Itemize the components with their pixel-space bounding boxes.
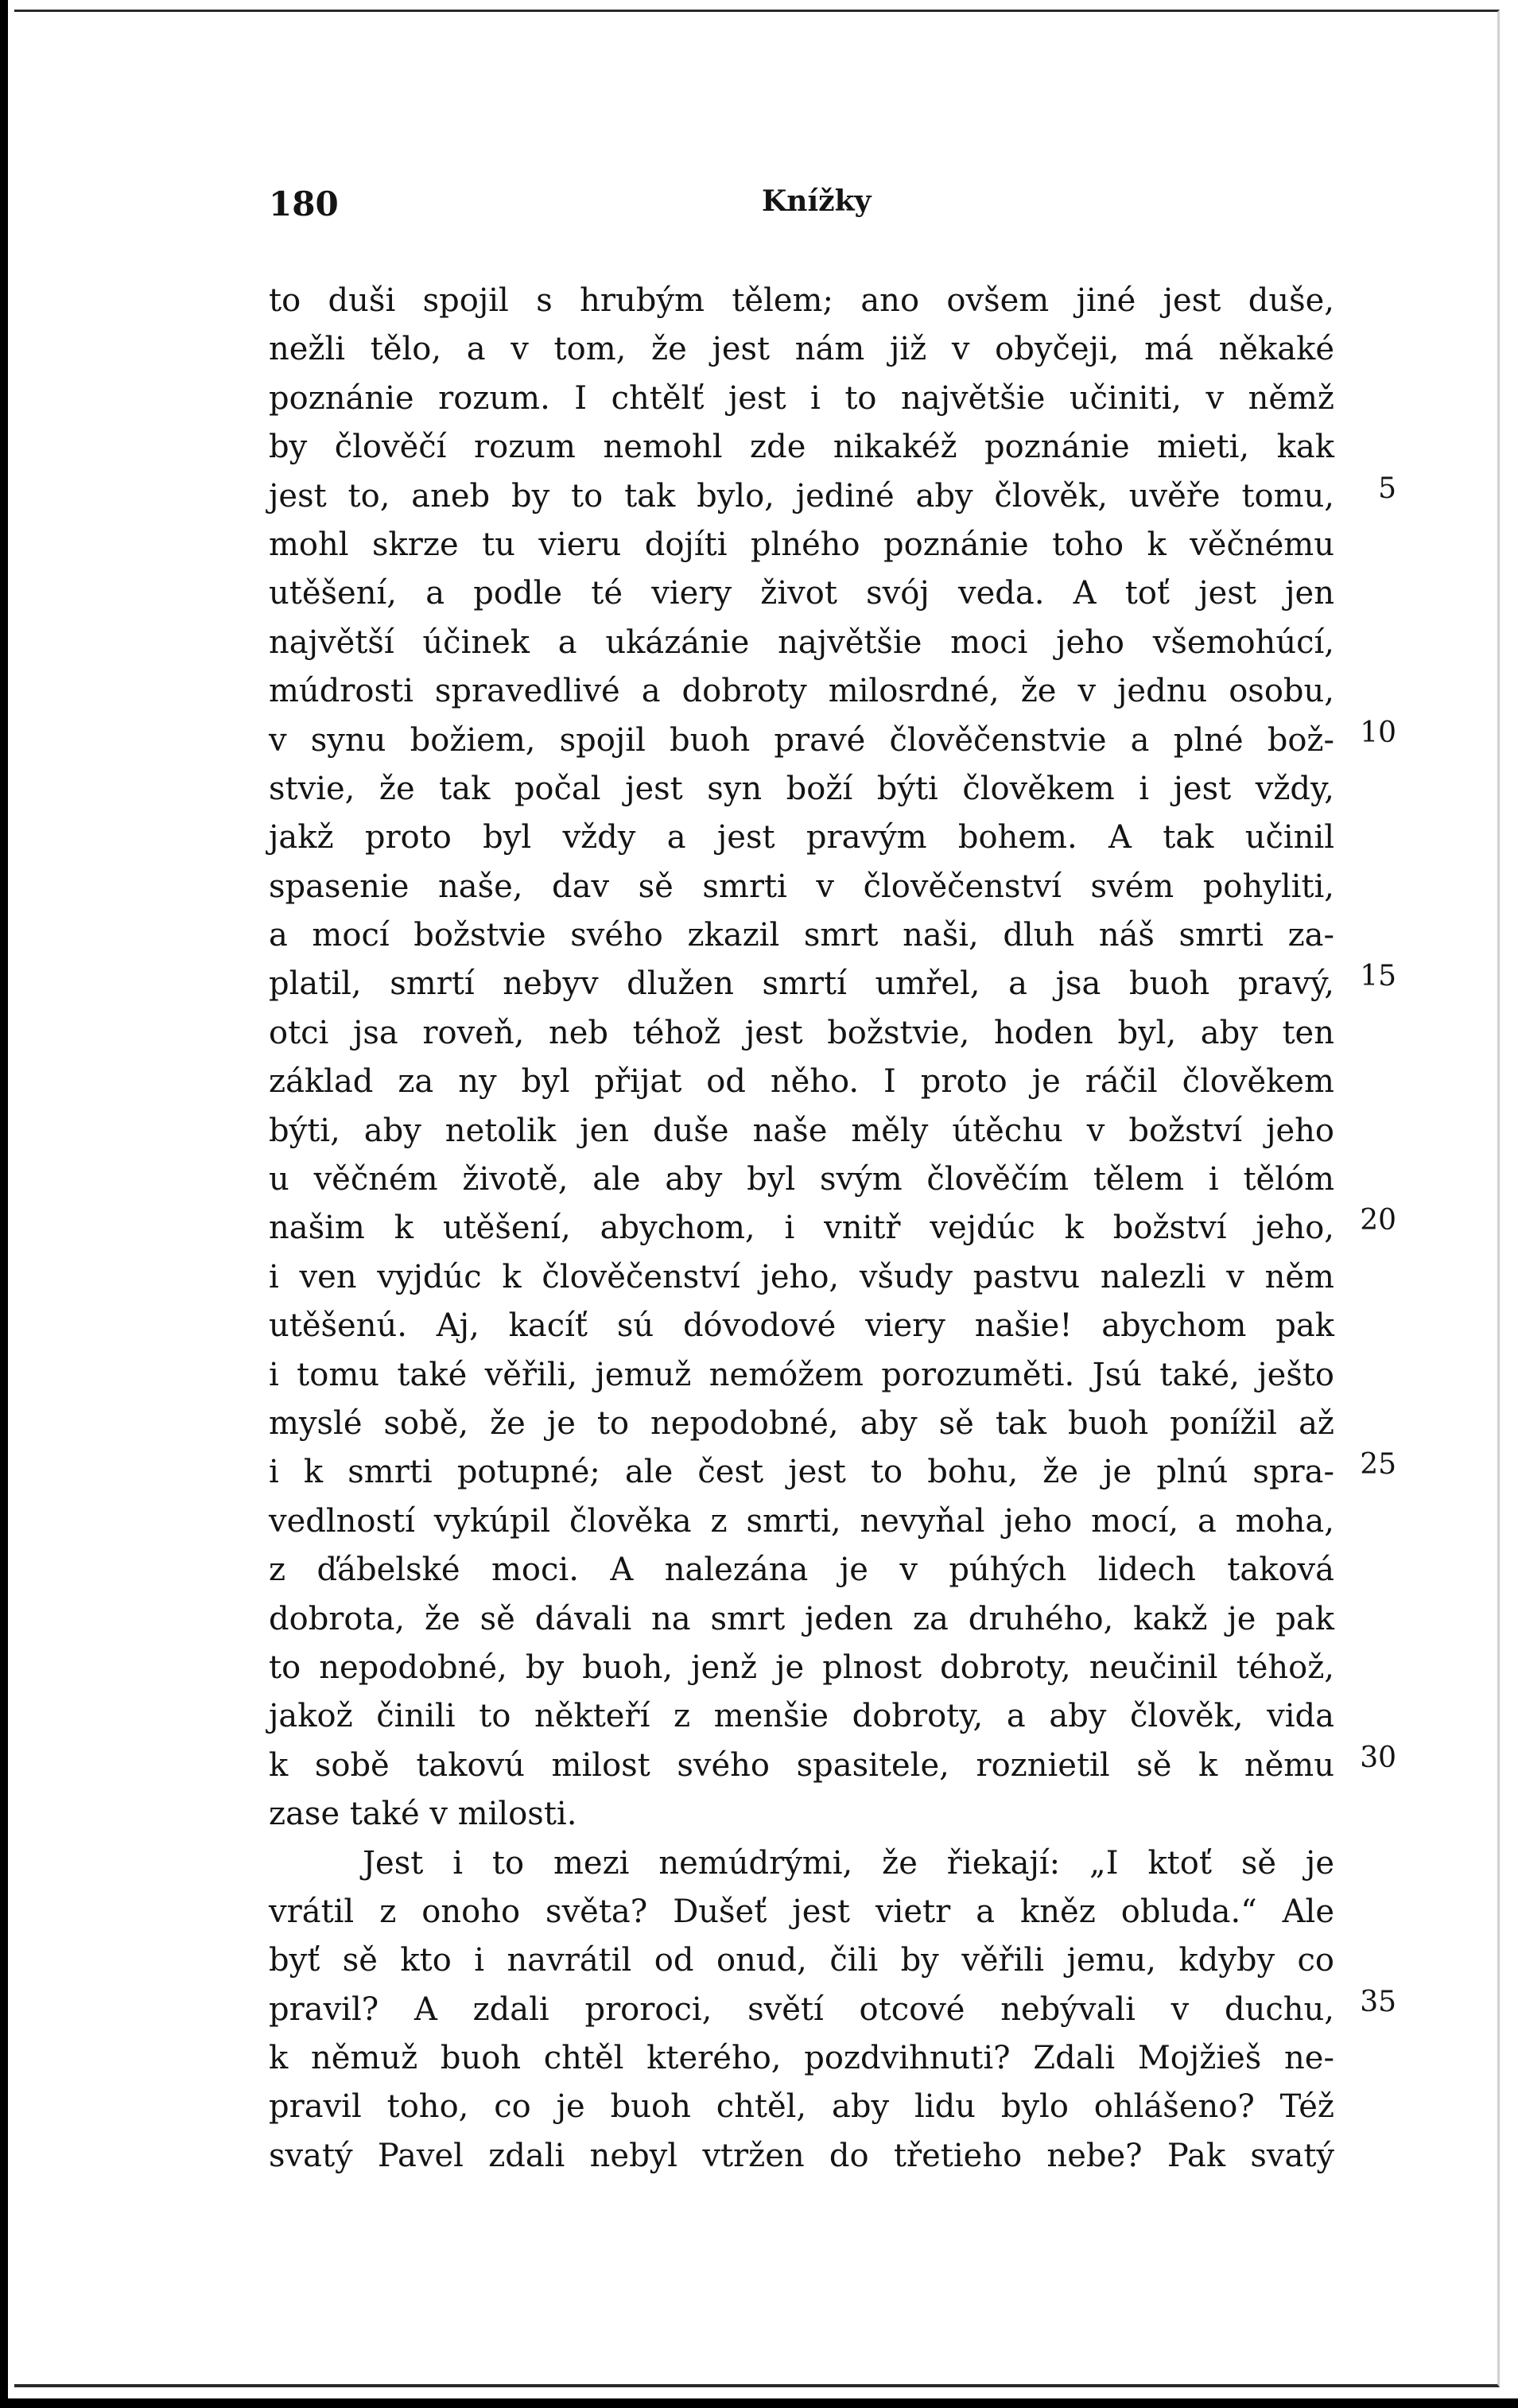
- text-line: [269, 1107, 1334, 1155]
- text-line: [269, 1009, 1334, 1058]
- scan-bottom-edge: [0, 2398, 1518, 2408]
- line-text: múdrosti spravedlivé a dobroty milosrdné, že v jednu osobu,: [269, 673, 1334, 710]
- text-line: [269, 1888, 1334, 1936]
- line-text: otci jsa roveň, neb téhož jest božstvie, hoden byl, aby ten: [269, 1014, 1334, 1051]
- line-text: svatý Pavel zdali nebyl vtržen do třetieho nebe? Pak svatý: [269, 2137, 1334, 2174]
- line-text: poznánie rozum. I chtělť jest i to najvětšie učiniti, v němž: [269, 379, 1334, 417]
- line-text: i k smrti potupné; ale čest jest to bohu, že je plnú spra-: [269, 1454, 1334, 1491]
- line-text: myslé sobě, že je to nepodobné, aby sě tak buoh ponížil až: [269, 1404, 1334, 1442]
- text-line: [269, 2132, 1334, 2181]
- line-text: základ za ny byl přijat od něho. I proto je ráčil člověkem: [269, 1063, 1334, 1101]
- text-line: [269, 1497, 1334, 1546]
- line-text: najvětší účinek a ukázánie najvětšie moci jeho všemohúcí,: [269, 623, 1334, 661]
- text-line: [269, 375, 1334, 423]
- line-text: vedlností vykúpil člověka z smrti, nevyňal jeho mocí, a moha,: [269, 1502, 1334, 1540]
- line-text: jakož činili to někteří z menšie dobroty, a aby člověk, vida: [269, 1698, 1334, 1735]
- line-text: to nepodobné, by buoh, jenž je plnost dobroty, neučinil téhož,: [269, 1649, 1334, 1686]
- text-line: [269, 1204, 1396, 1253]
- text-line: [269, 1595, 1334, 1644]
- text-line: [269, 521, 1334, 569]
- text-line: [269, 1400, 1334, 1448]
- line-text: našim k utěšení, abychom, i vnitř vejdúc k božství jeho,: [269, 1210, 1334, 1247]
- text-line: [269, 765, 1334, 814]
- line-text: stvie, že tak počal jest syn boží býti člověkem i jest vždy,: [269, 770, 1334, 807]
- text-line: [269, 1155, 1334, 1204]
- text-line: [269, 1302, 1334, 1350]
- line-text: i tomu také věřili, jemuž nemóžem porozuměti. Jsú také, ješto: [269, 1356, 1334, 1393]
- text-line: [269, 1839, 1334, 1888]
- line-number: 25: [1360, 1448, 1396, 1482]
- line-text: v synu božiem, spojil buoh pravé člověčenstvie a plné bož-: [269, 721, 1334, 759]
- text-line: [269, 863, 1334, 911]
- text-line: [269, 1644, 1334, 1692]
- text-line: [269, 1692, 1334, 1741]
- line-number: 20: [1360, 1204, 1396, 1237]
- line-text: spasenie naše, dav sě smrti v člověčenství svém pohyliti,: [269, 868, 1334, 905]
- line-text: dobrota, že sě dávali na smrt jeden za druhého, kakž je pak: [269, 1600, 1334, 1637]
- line-text: mohl skrze tu vieru dojíti plného poznánie toho k věčnému: [269, 526, 1334, 563]
- line-text: jest to, aneb by to tak bylo, jediné aby člověk, uvěře tomu,: [269, 477, 1334, 515]
- text-line: [269, 1936, 1334, 1985]
- line-text: k sobě takovú milost svého spasitele, roznietil sě k němu: [269, 1746, 1334, 1784]
- text-line: [269, 1253, 1334, 1302]
- text-line: [269, 814, 1334, 862]
- line-text: byť sě kto i navrátil od onud, čili by věřili jemu, kdyby co: [269, 1942, 1334, 1979]
- text-line: [269, 472, 1396, 521]
- line-text: vrátil z onoho světa? Dušeť jest vietr a kněz obluda.“ Ale: [269, 1893, 1334, 1930]
- line-text: pravil? A zdali proroci, světí otcové nebývali v duchu,: [269, 1990, 1334, 2028]
- body-text: [269, 277, 1396, 2181]
- text-line: [269, 277, 1334, 325]
- text-line: [269, 619, 1334, 667]
- line-number: 10: [1360, 716, 1396, 749]
- line-text: a mocí božstvie svého zkazil smrt naši, dluh náš smrti za-: [269, 917, 1334, 954]
- line-number: 15: [1360, 960, 1396, 993]
- text-line: [269, 1985, 1396, 2034]
- text-line: [269, 1741, 1396, 1790]
- line-text: z ďábelské moci. A nalezána je v púhých lidech taková: [269, 1552, 1334, 1589]
- line-text: u věčném životě, ale aby byl svým člověčím tělem i tělóm: [269, 1161, 1334, 1198]
- line-text: k němuž buoh chtěl kterého, pozdvihnuti? Zdali Mojžieš ne-: [269, 2040, 1334, 2077]
- line-text: utěšenú. Aj, kacíť sú dóvodové viery našie! abychom pak: [269, 1307, 1334, 1345]
- text-line: [269, 423, 1334, 472]
- line-text: utěšení, a podle té viery život svój veda. A toť jest jen: [269, 575, 1334, 612]
- text-line: [269, 1790, 1334, 1839]
- page-number: 180: [269, 184, 339, 223]
- line-text: pravil toho, co je buoh chtěl, aby lidu bylo ohlášeno? Též: [269, 2088, 1334, 2126]
- text-line: [269, 1058, 1334, 1106]
- text-line: [269, 1351, 1334, 1400]
- text-line: [269, 911, 1334, 960]
- line-number: 35: [1360, 1985, 1396, 2018]
- line-number: 5: [1378, 472, 1396, 505]
- text-line: [269, 1546, 1334, 1594]
- text-line: [269, 716, 1396, 765]
- text-line: [269, 960, 1396, 1008]
- line-text: platil, smrtí nebyv dlužen smrtí umřel, a jsa buoh pravý,: [269, 965, 1334, 1003]
- scan-left-edge: [0, 0, 8, 2408]
- text-line: [269, 2083, 1334, 2131]
- line-text: i ven vyjdúc k člověčenství jeho, všudy pastvu nalezli v něm: [269, 1258, 1334, 1295]
- line-text: jakž proto byl vždy a jest pravým bohem. A tak učinil: [269, 819, 1334, 856]
- line-text: Jest i to mezi nemúdrými, že řiekají: „I ktoť sě je: [363, 1844, 1334, 1882]
- line-text: by člověčí rozum nemohl zde nikakéž poznánie mieti, kak: [269, 429, 1334, 466]
- page-header: [269, 184, 1334, 232]
- running-head: Knížky: [762, 184, 872, 218]
- text-line: [269, 325, 1334, 374]
- line-text: nežli tělo, a v tom, že jest nám již v obyčeji, má někaké: [269, 331, 1334, 368]
- line-text: zase také v milosti.: [269, 1796, 577, 1833]
- line-text: býti, aby netolik jen duše naše měly útěchu v božství jeho: [269, 1112, 1334, 1149]
- text-line: [269, 569, 1334, 618]
- line-text: to duši spojil s hrubým tělem; ano ovšem jiné jest duše,: [269, 282, 1334, 319]
- line-number: 30: [1360, 1741, 1396, 1774]
- text-line: [269, 2034, 1334, 2083]
- text-line: [269, 1448, 1396, 1497]
- text-line: [269, 667, 1334, 716]
